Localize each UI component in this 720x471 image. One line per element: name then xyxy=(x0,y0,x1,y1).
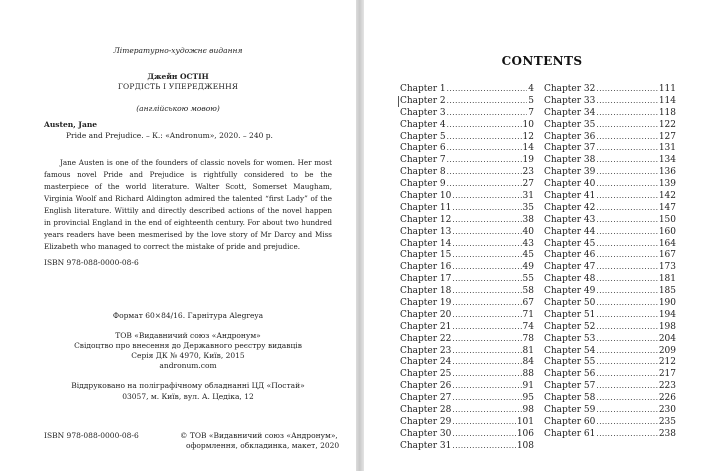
series-label: Літературно-художнє видання xyxy=(113,46,243,55)
toc-dot-leader xyxy=(596,179,657,191)
toc-dot-leader xyxy=(447,120,522,132)
toc-dot-leader xyxy=(596,132,657,144)
toc-dot-leader xyxy=(447,84,528,96)
toc-entry[interactable] xyxy=(400,274,534,286)
toc-page-number: 23 xyxy=(522,167,534,178)
toc-chapter-label: Chapter 30 xyxy=(400,428,452,439)
toc-page-number: 71 xyxy=(522,309,534,320)
toc-page-number: 19 xyxy=(522,155,534,166)
toc-chapter-label: Chapter 56 xyxy=(544,369,596,380)
imprint-page xyxy=(0,0,356,471)
toc-page-number: 223 xyxy=(658,381,676,392)
toc-dot-leader xyxy=(452,227,521,239)
toc-dot-leader xyxy=(596,84,657,96)
toc-entry[interactable] xyxy=(400,191,534,203)
toc-chapter-label: Chapter 14 xyxy=(400,238,452,249)
toc-dot-leader xyxy=(596,143,657,155)
isbn-top: ISBN 978-088-0000-08-6 xyxy=(44,258,139,267)
toc-entry[interactable] xyxy=(544,203,676,215)
language-note: (англійською мовою) xyxy=(136,104,220,113)
toc-entry[interactable] xyxy=(400,286,534,298)
toc-dot-leader xyxy=(452,334,521,346)
toc-dot-leader xyxy=(452,274,521,286)
toc-chapter-label: Chapter 41 xyxy=(544,191,596,202)
toc-dot-leader xyxy=(452,191,521,203)
toc-dot-leader xyxy=(596,369,657,381)
copyright-line-2: оформлення, обкладинка, макет, 2020 xyxy=(186,441,340,450)
toc-entry[interactable] xyxy=(400,239,534,251)
toc-page-number: 14 xyxy=(522,143,534,154)
toc-chapter-label: Chapter 37 xyxy=(544,143,596,154)
toc-column-2 xyxy=(544,84,676,441)
toc-dot-leader xyxy=(452,357,521,369)
toc-entry[interactable] xyxy=(400,96,534,108)
toc-chapter-label: Chapter 60 xyxy=(544,416,596,427)
toc-entry[interactable] xyxy=(400,84,534,96)
toc-page-number: 142 xyxy=(658,191,676,202)
toc-dot-leader xyxy=(596,429,657,441)
toc-page-number: 40 xyxy=(522,226,534,237)
toc-chapter-label: Chapter 38 xyxy=(544,155,596,166)
toc-entry[interactable] xyxy=(400,132,534,144)
toc-dot-leader xyxy=(452,250,521,262)
toc-page-number: 173 xyxy=(658,262,676,273)
toc-entry[interactable] xyxy=(544,84,676,96)
toc-page-number: 4 xyxy=(528,84,534,94)
toc-page-number: 31 xyxy=(522,191,534,202)
toc-chapter-label: Chapter 9 xyxy=(400,179,446,190)
website-line: andronum.com xyxy=(159,361,217,370)
toc-page-number: 226 xyxy=(658,393,676,404)
toc-dot-leader xyxy=(596,417,657,429)
toc-page-number: 67 xyxy=(522,298,534,309)
toc-chapter-label: Chapter 16 xyxy=(400,262,452,273)
toc-page-number: 235 xyxy=(658,416,676,427)
toc-chapter-label: Chapter 21 xyxy=(400,321,452,332)
toc-dot-leader xyxy=(452,286,521,298)
toc-page-number: 190 xyxy=(658,298,676,309)
toc-chapter-label: Chapter 28 xyxy=(400,405,452,416)
toc-page-number: 122 xyxy=(658,119,676,130)
toc-dot-leader xyxy=(452,429,515,441)
toc-page-number: 88 xyxy=(522,369,534,380)
toc-page-number: 95 xyxy=(522,393,534,404)
toc-chapter-label: Chapter 35 xyxy=(544,119,596,130)
toc-dot-leader xyxy=(452,239,521,251)
toc-entry[interactable] xyxy=(544,429,676,441)
toc-entry[interactable] xyxy=(400,369,534,381)
toc-chapter-label: Chapter 19 xyxy=(400,298,452,309)
toc-column-1 xyxy=(400,84,534,453)
toc-chapter-label: Chapter 54 xyxy=(544,345,596,356)
toc-dot-leader xyxy=(452,393,521,405)
toc-entry[interactable] xyxy=(544,334,676,346)
toc-page-number: 209 xyxy=(658,345,676,356)
toc-page-number: 74 xyxy=(522,321,534,332)
toc-entry[interactable] xyxy=(544,227,676,239)
toc-dot-leader xyxy=(452,346,521,358)
toc-dot-leader xyxy=(596,120,657,132)
certificate-line: Свідоцтво про внесення до Державного реєстру видавців xyxy=(74,341,302,350)
toc-page-number: 217 xyxy=(658,369,676,380)
toc-chapter-label: Chapter 4 xyxy=(400,119,446,130)
toc-entry[interactable] xyxy=(400,381,534,393)
toc-entry[interactable] xyxy=(544,179,676,191)
toc-dot-leader xyxy=(596,393,657,405)
isbn-bottom: ISBN 978-088-0000-08-6 xyxy=(44,431,139,440)
toc-chapter-label: Chapter 33 xyxy=(544,95,596,106)
toc-page-number: 181 xyxy=(658,274,676,285)
toc-chapter-label: Chapter 55 xyxy=(544,357,596,368)
toc-chapter-label: Chapter 17 xyxy=(400,274,452,285)
toc-entry[interactable] xyxy=(400,298,534,310)
toc-chapter-label: Chapter 13 xyxy=(400,226,452,237)
toc-chapter-label: Chapter 10 xyxy=(400,191,452,202)
toc-entry[interactable] xyxy=(544,357,676,369)
toc-entry[interactable] xyxy=(400,215,534,227)
toc-dot-leader xyxy=(596,334,657,346)
toc-dot-leader xyxy=(452,405,521,417)
toc-entry[interactable] xyxy=(544,417,676,429)
toc-dot-leader xyxy=(596,239,657,251)
toc-chapter-label: Chapter 61 xyxy=(544,428,596,439)
toc-chapter-label: Chapter 27 xyxy=(400,393,452,404)
toc-entry[interactable] xyxy=(544,393,676,405)
toc-page-number: 127 xyxy=(658,131,676,142)
toc-dot-leader xyxy=(596,215,657,227)
toc-dot-leader xyxy=(447,108,528,120)
book-abstract: Jane Austen is one of the founders of classic novels for women. Her most famous novel Pride and Prejudice is rightfully considered to be the masterpiece of the world literature. Walter Scott, Somerset Maugham, Virginia Woolf and Richard Aldington admired the talented “first Lady” of the English literature. Wittily and directly described actions of the novel happen in provincial England in the end of eighteenth century. For about two hundred years readers have been mesmerised by the love story of Mr Darcy and Miss Elizabeth who managed to correct the mistake of pride and prejudice. xyxy=(44,158,332,251)
series-dk-line: Серія ДК № 4970, Київ, 2015 xyxy=(131,351,245,360)
toc-dot-leader xyxy=(596,310,657,322)
printer-line: Віддруковано на поліграфічному обладнанні ЦД «Постай» xyxy=(71,381,305,390)
toc-dot-leader xyxy=(447,167,522,179)
toc-dot-leader xyxy=(452,310,521,322)
toc-dot-leader xyxy=(452,262,521,274)
toc-dot-leader xyxy=(596,298,657,310)
toc-entry[interactable] xyxy=(400,108,534,120)
toc-chapter-label: Chapter 31 xyxy=(400,440,452,451)
toc-chapter-label: Chapter 57 xyxy=(544,381,596,392)
toc-page-number: 131 xyxy=(658,143,676,154)
toc-dot-leader xyxy=(596,357,657,369)
toc-page-number: 10 xyxy=(522,119,534,130)
toc-page-number: 160 xyxy=(658,226,676,237)
toc-page-number: 106 xyxy=(516,428,534,439)
toc-entry[interactable] xyxy=(544,322,676,334)
toc-chapter-label: Chapter 43 xyxy=(544,214,596,225)
toc-page-number: 81 xyxy=(522,345,534,356)
toc-entry[interactable] xyxy=(400,155,534,167)
toc-chapter-label: Chapter 2 xyxy=(400,95,446,106)
toc-entry[interactable] xyxy=(544,120,676,132)
toc-entry[interactable] xyxy=(400,334,534,346)
toc-chapter-label: Chapter 1 xyxy=(400,84,446,94)
book-spine xyxy=(356,0,364,471)
toc-chapter-label: Chapter 53 xyxy=(544,333,596,344)
toc-dot-leader xyxy=(596,167,657,179)
toc-dot-leader xyxy=(596,191,657,203)
toc-page-number: 7 xyxy=(528,107,534,118)
toc-entry[interactable] xyxy=(400,357,534,369)
catalog-entry: Pride and Prejudice. – К.: «Andronum», 2020. – 240 p. xyxy=(66,131,273,140)
toc-page-number: 58 xyxy=(522,286,534,297)
toc-page-number: 84 xyxy=(522,357,534,368)
toc-page-number: 185 xyxy=(658,286,676,297)
toc-page-number: 194 xyxy=(658,309,676,320)
toc-dot-leader xyxy=(596,322,657,334)
toc-entry[interactable] xyxy=(544,369,676,381)
copyright-line-1: © ТОВ «Видавничий союз «Андронум», xyxy=(180,431,338,440)
toc-dot-leader xyxy=(452,203,521,215)
toc-entry[interactable] xyxy=(400,322,534,334)
toc-chapter-label: Chapter 25 xyxy=(400,369,452,380)
toc-dot-leader xyxy=(596,346,657,358)
toc-page-number: 45 xyxy=(522,250,534,261)
toc-entry[interactable] xyxy=(544,108,676,120)
toc-entry[interactable] xyxy=(400,143,534,155)
toc-chapter-label: Chapter 11 xyxy=(400,202,452,213)
toc-dot-leader xyxy=(447,155,522,167)
toc-chapter-label: Chapter 49 xyxy=(544,286,596,297)
toc-entry[interactable] xyxy=(544,143,676,155)
toc-page-number: 12 xyxy=(522,131,534,142)
toc-page-number: 198 xyxy=(658,321,676,332)
toc-page-number: 78 xyxy=(522,333,534,344)
toc-entry[interactable] xyxy=(544,381,676,393)
toc-page-number: 139 xyxy=(658,179,676,190)
toc-chapter-label: Chapter 24 xyxy=(400,357,452,368)
toc-page-number: 114 xyxy=(658,95,676,106)
toc-chapter-label: Chapter 40 xyxy=(544,179,596,190)
toc-chapter-label: Chapter 29 xyxy=(400,416,452,427)
toc-page-number: 91 xyxy=(522,381,534,392)
toc-dot-leader xyxy=(447,132,522,144)
toc-entry[interactable] xyxy=(544,286,676,298)
toc-page-number: 136 xyxy=(658,167,676,178)
toc-chapter-label: Chapter 46 xyxy=(544,250,596,261)
toc-page-number: 230 xyxy=(658,405,676,416)
toc-page-number: 147 xyxy=(658,202,676,213)
toc-entry[interactable] xyxy=(400,346,534,358)
toc-entry[interactable] xyxy=(544,96,676,108)
printer-address: 03057, м. Київ, вул. А. Цедіка, 12 xyxy=(122,392,254,401)
toc-chapter-label: Chapter 6 xyxy=(400,143,446,154)
toc-page-number: 204 xyxy=(658,333,676,344)
toc-page-number: 118 xyxy=(658,107,676,118)
toc-entry[interactable] xyxy=(400,250,534,262)
toc-page-number: 49 xyxy=(522,262,534,273)
toc-page-number: 98 xyxy=(522,405,534,416)
toc-page-number: 164 xyxy=(658,238,676,249)
toc-page-number: 212 xyxy=(658,357,676,368)
toc-entry[interactable] xyxy=(400,262,534,274)
toc-dot-leader xyxy=(596,262,657,274)
toc-chapter-label: Chapter 34 xyxy=(544,107,596,118)
toc-chapter-label: Chapter 22 xyxy=(400,333,452,344)
toc-entry[interactable] xyxy=(400,393,534,405)
toc-page-number: 38 xyxy=(522,214,534,225)
toc-dot-leader xyxy=(452,441,515,453)
toc-page-number: 5 xyxy=(528,95,534,106)
toc-chapter-label: Chapter 48 xyxy=(544,274,596,285)
toc-page-number: 43 xyxy=(522,238,534,249)
toc-chapter-label: Chapter 51 xyxy=(544,309,596,320)
toc-dot-leader xyxy=(596,250,657,262)
toc-entry[interactable] xyxy=(544,310,676,322)
contents-page xyxy=(364,0,720,471)
book-title: ГОРДІСТЬ І УПЕРЕДЖЕННЯ xyxy=(117,82,239,91)
toc-entry[interactable] xyxy=(544,274,676,286)
toc-chapter-label: Chapter 26 xyxy=(400,381,452,392)
toc-page-number: 134 xyxy=(658,155,676,166)
toc-entry[interactable] xyxy=(544,167,676,179)
author-name: Джейн ОСТІН xyxy=(147,72,209,81)
toc-page-number: 108 xyxy=(516,440,534,451)
toc-chapter-label: Chapter 59 xyxy=(544,405,596,416)
text-cursor xyxy=(398,96,399,107)
toc-dot-leader xyxy=(596,108,657,120)
toc-dot-leader xyxy=(596,381,657,393)
toc-chapter-label: Chapter 7 xyxy=(400,155,446,166)
toc-chapter-label: Chapter 8 xyxy=(400,167,446,178)
toc-dot-leader xyxy=(452,381,521,393)
toc-chapter-label: Chapter 18 xyxy=(400,286,452,297)
toc-chapter-label: Chapter 3 xyxy=(400,107,446,118)
toc-page-number: 167 xyxy=(658,250,676,261)
toc-dot-leader xyxy=(452,369,521,381)
toc-dot-leader xyxy=(596,96,657,108)
toc-entry[interactable] xyxy=(400,179,534,191)
toc-chapter-label: Chapter 20 xyxy=(400,309,452,320)
toc-chapter-label: Chapter 45 xyxy=(544,238,596,249)
toc-dot-leader xyxy=(452,417,515,429)
toc-entry[interactable] xyxy=(544,298,676,310)
toc-chapter-label: Chapter 42 xyxy=(544,202,596,213)
toc-dot-leader xyxy=(452,298,521,310)
toc-entry[interactable] xyxy=(400,417,534,429)
toc-chapter-label: Chapter 23 xyxy=(400,345,452,356)
toc-page-number: 55 xyxy=(522,274,534,285)
toc-dot-leader xyxy=(452,215,521,227)
toc-dot-leader xyxy=(596,405,657,417)
toc-chapter-label: Chapter 58 xyxy=(544,393,596,404)
toc-chapter-label: Chapter 44 xyxy=(544,226,596,237)
toc-entry[interactable] xyxy=(544,215,676,227)
toc-entry[interactable] xyxy=(400,310,534,322)
toc-page-number: 27 xyxy=(522,179,534,190)
toc-entry[interactable] xyxy=(544,191,676,203)
toc-page-number: 101 xyxy=(516,416,534,427)
toc-chapter-label: Chapter 39 xyxy=(544,167,596,178)
toc-chapter-label: Chapter 12 xyxy=(400,214,452,225)
catalog-author: Austen, Jane xyxy=(44,120,98,129)
toc-dot-leader xyxy=(447,179,522,191)
toc-page-number: 35 xyxy=(522,202,534,213)
toc-page-number: 238 xyxy=(658,428,676,439)
toc-entry[interactable] xyxy=(400,120,534,132)
toc-dot-leader xyxy=(596,155,657,167)
contents-title: CONTENTS xyxy=(501,54,583,68)
toc-entry[interactable] xyxy=(400,203,534,215)
toc-dot-leader xyxy=(596,203,657,215)
toc-chapter-label: Chapter 52 xyxy=(544,321,596,332)
toc-entry[interactable] xyxy=(544,250,676,262)
toc-entry[interactable] xyxy=(544,239,676,251)
toc-chapter-label: Chapter 50 xyxy=(544,298,596,309)
toc-dot-leader xyxy=(452,322,521,334)
toc-entry[interactable] xyxy=(544,346,676,358)
toc-chapter-label: Chapter 15 xyxy=(400,250,452,261)
toc-chapter-label: Chapter 36 xyxy=(544,131,596,142)
toc-dot-leader xyxy=(447,96,528,108)
toc-entry[interactable] xyxy=(400,429,534,441)
toc-chapter-label: Chapter 32 xyxy=(544,84,596,94)
toc-entry[interactable] xyxy=(544,405,676,417)
toc-chapter-label: Chapter 5 xyxy=(400,131,446,142)
toc-page-number: 111 xyxy=(658,84,676,94)
toc-entry[interactable] xyxy=(400,227,534,239)
toc-dot-leader xyxy=(596,286,657,298)
format-line: Формат 60×84/16. Гарнітура Alegreya xyxy=(112,311,264,320)
toc-entry[interactable] xyxy=(400,167,534,179)
toc-chapter-label: Chapter 47 xyxy=(544,262,596,273)
toc-entry[interactable] xyxy=(544,262,676,274)
toc-dot-leader xyxy=(596,227,657,239)
toc-page-number: 150 xyxy=(658,214,676,225)
toc-entry[interactable] xyxy=(400,441,534,453)
toc-dot-leader xyxy=(596,274,657,286)
toc-entry[interactable] xyxy=(400,405,534,417)
toc-entry[interactable] xyxy=(544,155,676,167)
publisher-name: ТОВ «Видавничий союз «Андронум» xyxy=(115,331,261,340)
toc-dot-leader xyxy=(447,143,522,155)
toc-entry[interactable] xyxy=(544,132,676,144)
